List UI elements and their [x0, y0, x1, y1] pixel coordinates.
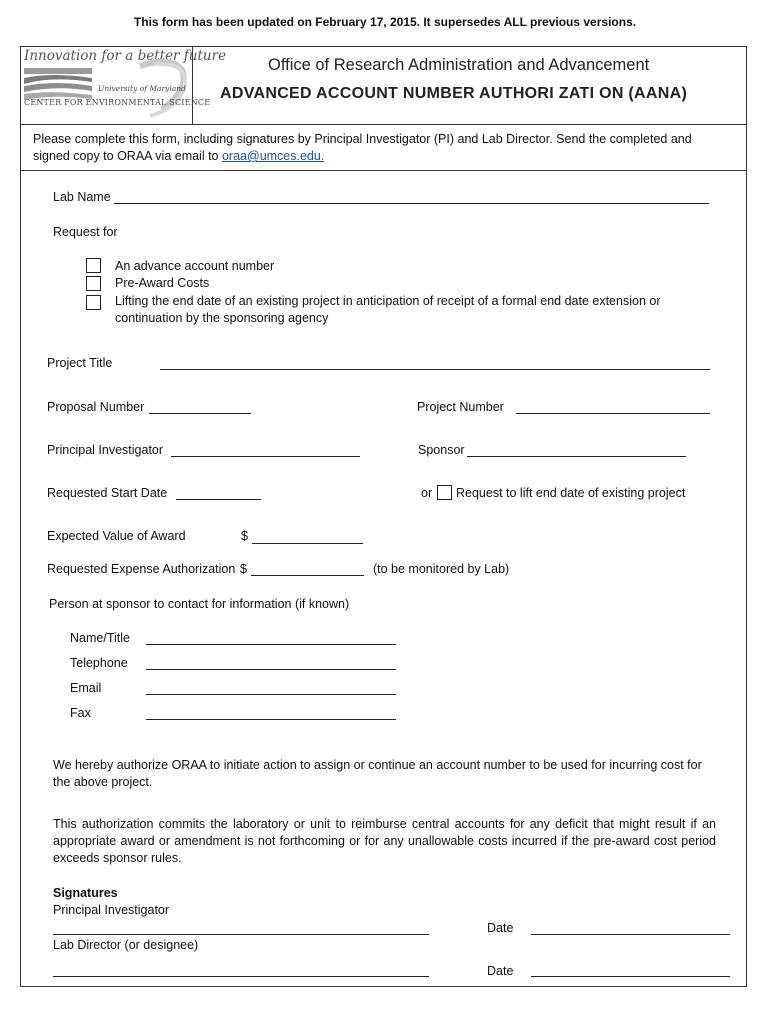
email-field[interactable] [146, 694, 396, 695]
advance-account-option: An advance account number [115, 259, 275, 273]
contact-heading: Person at sponsor to contact for information (if known) [49, 597, 350, 611]
sponsor-label: Sponsor [418, 443, 465, 457]
lift-end-date-checkbox[interactable] [86, 295, 101, 310]
lift-end-date-request-label: Request to lift end date of existing project [456, 486, 686, 500]
authorization-paragraph: We hereby authorize ORAA to initiate action to assign or continue an account number to be used for incurring cost for the above project. [53, 758, 702, 789]
office-title: Office of Research Administration and Advancement [268, 56, 650, 74]
lab-name-label: Lab Name [53, 190, 111, 204]
logo-tagline: Innovation for a better future [24, 48, 227, 64]
expected-value-dollar: $ [241, 529, 248, 543]
project-title-label: Project Title [47, 356, 113, 370]
instructions-text: Please complete this form, including signatures by Principal Investigator (PI) and Lab Director. Send the completed and signed copy to ORAA via email to [33, 132, 692, 163]
requested-expense-field[interactable] [251, 575, 364, 576]
fax-field[interactable] [146, 719, 396, 720]
expected-value-field[interactable] [252, 543, 363, 544]
reimbursement-paragraph: This authorization commits the laboratory or unit to reimburse central accounts for any deficit that might result if an appropriate award or amendment is not forthcoming or for any unallowable costs incurred if the pre-award cost period exceeds sponsor rules. [53, 817, 716, 865]
instructions-divider [20, 170, 747, 171]
project-number-label: Project Number [417, 400, 504, 414]
telephone-field[interactable] [146, 669, 396, 670]
request-for-label: Request for [53, 225, 118, 239]
signatures-heading: Signatures [53, 886, 118, 900]
header-divider [20, 124, 747, 125]
lab-director-date-label: Date [487, 964, 514, 978]
pre-award-option: Pre-Award Costs [115, 276, 210, 290]
or-label: or [421, 486, 433, 500]
expected-value-label: Expected Value of Award [47, 529, 186, 543]
principal-investigator-field[interactable] [171, 456, 360, 457]
pre-award-checkbox[interactable] [86, 276, 101, 291]
requested-expense-dollar: $ [240, 562, 247, 576]
monitored-note: (to be monitored by Lab) [373, 562, 510, 576]
start-date-label: Requested Start Date [47, 486, 168, 500]
pi-signature-field[interactable] [53, 934, 429, 935]
name-title-field[interactable] [146, 644, 396, 645]
advance-account-checkbox[interactable] [86, 258, 101, 273]
proposal-number-field[interactable] [149, 413, 251, 414]
start-date-field[interactable] [176, 499, 261, 500]
project-number-field[interactable] [516, 413, 710, 414]
oraa-email-link[interactable]: oraa@umces.edu. [221, 149, 325, 163]
fax-label: Fax [70, 706, 91, 720]
project-title-field[interactable] [160, 369, 710, 370]
telephone-label: Telephone [70, 656, 128, 670]
lab-name-field[interactable] [114, 203, 709, 204]
umces-logo [22, 48, 227, 122]
lab-director-signature-label: Lab Director (or designee) [53, 938, 199, 952]
sponsor-field[interactable] [467, 456, 686, 457]
update-notice: This form has been updated on February 17, 2015. It supersedes ALL previous versions. [133, 15, 637, 29]
form-title: ADVANCED ACCOUNT NUMBER AUTHORI ZATI ON (AANA) [220, 85, 688, 102]
pi-signature-label: Principal Investigator [53, 903, 170, 917]
lift-end-date-request-checkbox[interactable] [437, 485, 452, 500]
instructions [33, 131, 723, 165]
lab-director-date-field[interactable] [531, 976, 730, 977]
name-title-label: Name/Title [70, 631, 130, 645]
pi-date-label: Date [487, 921, 514, 935]
principal-investigator-label: Principal Investigator [47, 443, 164, 457]
proposal-number-label: Proposal Number [47, 400, 145, 414]
email-label: Email [70, 681, 102, 695]
requested-expense-label: Requested Expense Authorization [47, 562, 236, 576]
lab-director-signature-field[interactable] [53, 976, 429, 977]
lift-end-date-option: Lifting the end date of an existing project in anticipation of receipt of a formal end date extension or continuation by the sponsoring agency [115, 294, 661, 325]
pi-date-field[interactable] [531, 934, 730, 935]
logo-university: University of Maryland [98, 84, 186, 93]
logo-center: CENTER FOR ENVIRONMENTAL SCIENCE [24, 98, 211, 107]
